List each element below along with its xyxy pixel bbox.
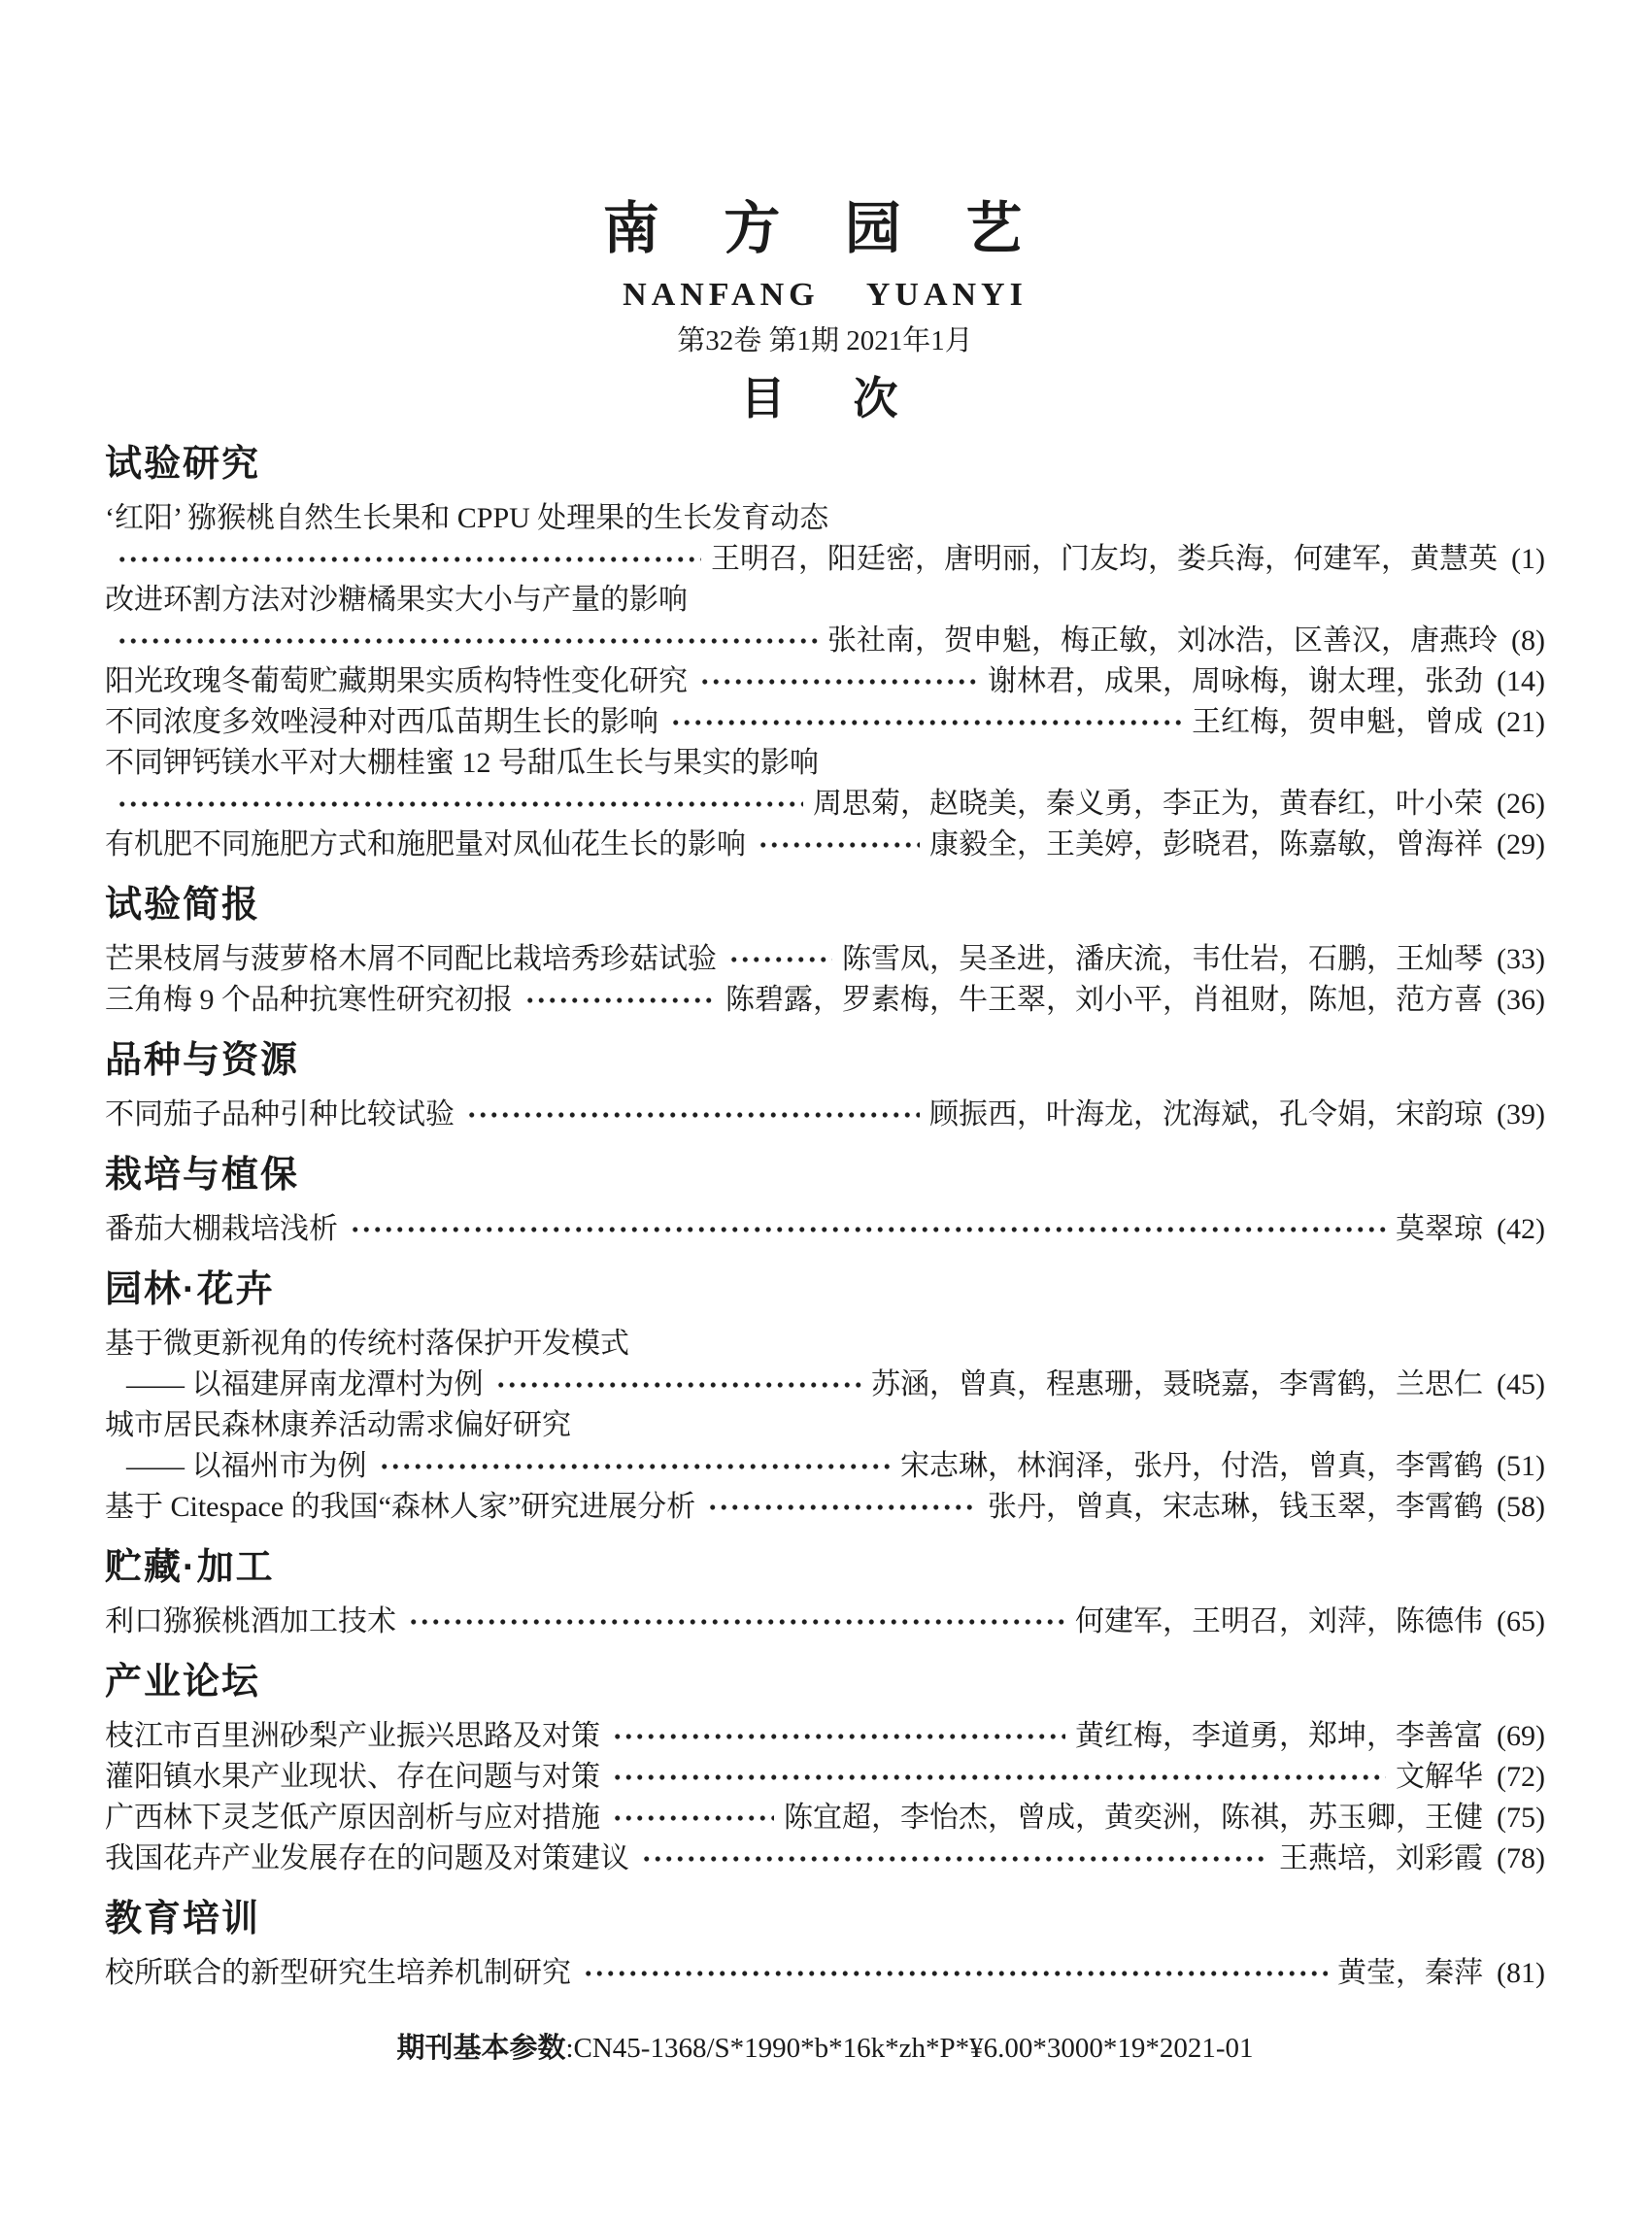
dots-leader xyxy=(524,980,716,1021)
dots-leader xyxy=(758,825,920,865)
entry-authors: 莫翠琼 xyxy=(1396,1213,1484,1245)
entry-authors: 周思菊，赵晓美，秦义勇，李正为，黄春红，叶小荣 xyxy=(813,788,1484,820)
entry-authors: 陈宜超，李怡杰，曾成，黄奕洲，陈祺，苏玉卿，王健 xyxy=(784,1802,1484,1834)
entry-title: 基于 Citespace 的我国“森林人家”研究进展分析 xyxy=(105,1491,696,1523)
entry-page-number: (72) xyxy=(1497,1761,1545,1793)
entry-title: 不同茄子品种引种比较试验 xyxy=(105,1098,455,1130)
journal-title-pinyin: NANFANG YUANYI xyxy=(623,277,1028,313)
entry-title-line xyxy=(105,1405,1545,1446)
dots-leader xyxy=(699,661,978,702)
section-title: 产业论坛 xyxy=(105,1662,261,1703)
entry-page-number: (39) xyxy=(1497,1098,1545,1130)
masthead xyxy=(105,199,1545,424)
entry-authors: 陈雪凤，吴圣进，潘庆流，韦仕岩，石鹏，王灿琴 xyxy=(842,943,1484,975)
entry-row xyxy=(105,1209,1545,1250)
entry-authors: 黄莹，秦萍 xyxy=(1337,1957,1484,1989)
entry-title: 灌阳镇水果产业现状、存在问题与对策 xyxy=(105,1761,600,1793)
entry-page-number: (45) xyxy=(1497,1368,1545,1400)
section-title: 试验简报 xyxy=(105,885,261,926)
entry-title-line xyxy=(105,743,1545,784)
journal-parameters xyxy=(105,2031,1545,2066)
entry-title: 校所联合的新型研究生培养机制研究 xyxy=(105,1957,571,1989)
entry-authors: 陈碧露，罗素梅，牛王翠，刘小平，肖祖财，陈旭，范方喜 xyxy=(725,984,1484,1016)
entry-page-number: (42) xyxy=(1497,1213,1545,1245)
entry-authors: 谢林君，成果，周咏梅，谢太理，张劲 xyxy=(988,665,1484,697)
dots-leader xyxy=(495,1365,862,1405)
entry-authors: 王燕培，刘彩霞 xyxy=(1279,1842,1484,1874)
entry-page-number: (51) xyxy=(1497,1450,1545,1482)
entry-title: 番茄大棚栽培浅析 xyxy=(105,1213,338,1245)
toc-sections xyxy=(105,445,1545,1994)
entry-page-number: (58) xyxy=(1497,1491,1545,1523)
entry-title: 改进环割方法对沙糖橘果实大小与产量的影响 xyxy=(105,584,688,616)
entry-authors: 张丹，曾真，宋志琳，钱玉翠，李霄鹤 xyxy=(988,1491,1484,1523)
entry-title-line xyxy=(105,1324,1545,1365)
entry-authors-line xyxy=(105,784,1545,825)
entry-page-number: (8) xyxy=(1511,624,1545,657)
entry-title: 有机肥不同施肥方式和施肥量对凤仙花生长的影响 xyxy=(105,828,746,860)
dots-leader xyxy=(350,1209,1386,1250)
dots-leader xyxy=(466,1095,920,1135)
toc-section xyxy=(105,1548,1545,1642)
entry-title: 我国花卉产业发展存在的问题及对策建议 xyxy=(105,1842,629,1874)
entry-title-line xyxy=(105,498,1545,539)
entry-page-number: (1) xyxy=(1511,543,1545,575)
dots-leader xyxy=(612,1716,1065,1757)
section-title: 试验研究 xyxy=(105,444,261,485)
toc-section xyxy=(105,1156,1545,1250)
entry-page-number: (75) xyxy=(1497,1802,1545,1834)
entry-title: 广西林下灵芝低产原因剖析与应对措施 xyxy=(105,1802,600,1834)
entry-authors-line xyxy=(105,621,1545,661)
entry-title: 不同浓度多效唑浸种对西瓜苗期生长的影响 xyxy=(105,706,658,738)
entry-page-number: (33) xyxy=(1497,943,1545,975)
entry-authors: 康毅全，王美婷，彭晓君，陈嘉敏，曾海祥 xyxy=(929,828,1484,860)
entry-title: 芒果枝屑与菠萝格木屑不同配比栽培秀珍菇试验 xyxy=(105,943,717,975)
entry-row xyxy=(105,1953,1545,1994)
entry-row xyxy=(105,980,1545,1021)
entry-authors: 顾振西，叶海龙，沈海斌，孔令娟，宋韵琼 xyxy=(929,1098,1484,1130)
dots-leader xyxy=(583,1953,1328,1994)
entry-row xyxy=(105,1716,1545,1757)
entry-authors: 王明召，阳廷密，唐明丽，门友均，娄兵海，何建军，黄慧英 xyxy=(711,543,1499,575)
section-title: 栽培与植保 xyxy=(105,1155,300,1196)
entry-page-number: (36) xyxy=(1497,984,1545,1016)
toc-section xyxy=(105,1041,1545,1135)
entry-title: 基于微更新视角的传统村落保护开发模式 xyxy=(105,1328,629,1360)
entry-authors-line xyxy=(105,539,1545,580)
toc-section xyxy=(105,886,1545,1021)
entry-authors: 王红梅，贺申魁，曾成 xyxy=(1192,706,1484,738)
dots-leader xyxy=(379,1446,892,1487)
entry-title-line xyxy=(105,580,1545,621)
toc-section xyxy=(105,1270,1545,1528)
dots-leader xyxy=(641,1838,1269,1879)
toc-section xyxy=(105,1663,1545,1879)
dots-leader xyxy=(612,1757,1386,1798)
entry-row xyxy=(105,661,1545,702)
entry-authors: 张社南，贺申魁，梅正敏，刘冰浩，区善汉，唐燕玲 xyxy=(827,624,1499,657)
entry-row xyxy=(105,1095,1545,1135)
journal-parameters-label: 期刊基本参数 xyxy=(396,2033,566,2064)
entry-subtitle: —— 以福建屏南龙潭村为例 xyxy=(126,1368,484,1400)
entry-authors: 苏涵，曾真，程惠珊，聂晓嘉，李霄鹤，兰思仁 xyxy=(871,1368,1484,1400)
entry-page-number: (78) xyxy=(1497,1842,1545,1874)
entry-row xyxy=(105,702,1545,743)
toc-section xyxy=(105,445,1545,865)
journal-parameters-value: :CN45-1368/S*1990*b*16k*zh*P*¥6.00*3000*19*2021-01 xyxy=(565,2033,1254,2064)
entry-title: 利口猕猴桃酒加工技术 xyxy=(105,1605,396,1637)
entry-title: 城市居民森林康养活动需求偏好研究 xyxy=(105,1409,571,1441)
entry-subtitle: —— 以福州市为例 xyxy=(126,1450,367,1482)
dots-leader xyxy=(707,1487,978,1528)
entry-page-number: (81) xyxy=(1497,1957,1545,1989)
entry-row xyxy=(105,1838,1545,1879)
entry-page-number: (26) xyxy=(1497,788,1545,820)
entry-row xyxy=(105,1757,1545,1798)
dots-leader xyxy=(612,1798,774,1838)
dots-leader xyxy=(117,539,701,580)
entry-page-number: (21) xyxy=(1497,706,1545,738)
entry-authors-line xyxy=(105,1446,1545,1487)
section-title: 品种与资源 xyxy=(105,1040,300,1081)
entry-page-number: (69) xyxy=(1497,1720,1545,1752)
entry-page-number: (29) xyxy=(1497,828,1545,860)
dots-leader xyxy=(670,702,1182,743)
toc-title: 目 次 xyxy=(740,374,910,423)
entry-row xyxy=(105,939,1545,980)
issue-info: 第32卷 第1期 2021年1月 xyxy=(677,325,973,356)
entry-title: 阳光玫瑰冬葡萄贮藏期果实质构特性变化研究 xyxy=(105,665,688,697)
entry-row xyxy=(105,1602,1545,1642)
dots-leader xyxy=(408,1602,1065,1642)
dots-leader xyxy=(728,939,832,980)
journal-title: 南 方 园 艺 xyxy=(602,197,1048,260)
entry-authors: 何建军，王明召，刘萍，陈德伟 xyxy=(1075,1605,1484,1637)
entry-authors: 文解华 xyxy=(1396,1761,1484,1793)
dots-leader xyxy=(117,784,803,825)
entry-page-number: (14) xyxy=(1497,665,1545,697)
dots-leader xyxy=(117,621,818,661)
toc-section xyxy=(105,1900,1545,1994)
entry-row xyxy=(105,825,1545,865)
entry-authors-line xyxy=(105,1365,1545,1405)
entry-row xyxy=(105,1798,1545,1838)
entry-title: ‘红阳’ 猕猴桃自然生长果和 CPPU 处理果的生长发育动态 xyxy=(105,502,829,534)
entry-authors: 黄红梅，李道勇，郑坤，李善富 xyxy=(1075,1720,1484,1752)
entry-title: 不同钾钙镁水平对大棚桂蜜 12 号甜瓜生长与果实的影响 xyxy=(105,747,819,779)
entry-page-number: (65) xyxy=(1497,1605,1545,1637)
section-title: 贮藏·加工 xyxy=(105,1547,275,1588)
section-title: 园林·花卉 xyxy=(105,1269,275,1310)
entry-row xyxy=(105,1487,1545,1528)
entry-title: 枝江市百里洲砂梨产业振兴思路及对策 xyxy=(105,1720,600,1752)
section-title: 教育培训 xyxy=(105,1899,261,1939)
entry-authors: 宋志琳，林润泽，张丹，付浩，曾真，李霄鹤 xyxy=(900,1450,1484,1482)
entry-title: 三角梅 9 个品种抗寒性研究初报 xyxy=(105,984,513,1016)
